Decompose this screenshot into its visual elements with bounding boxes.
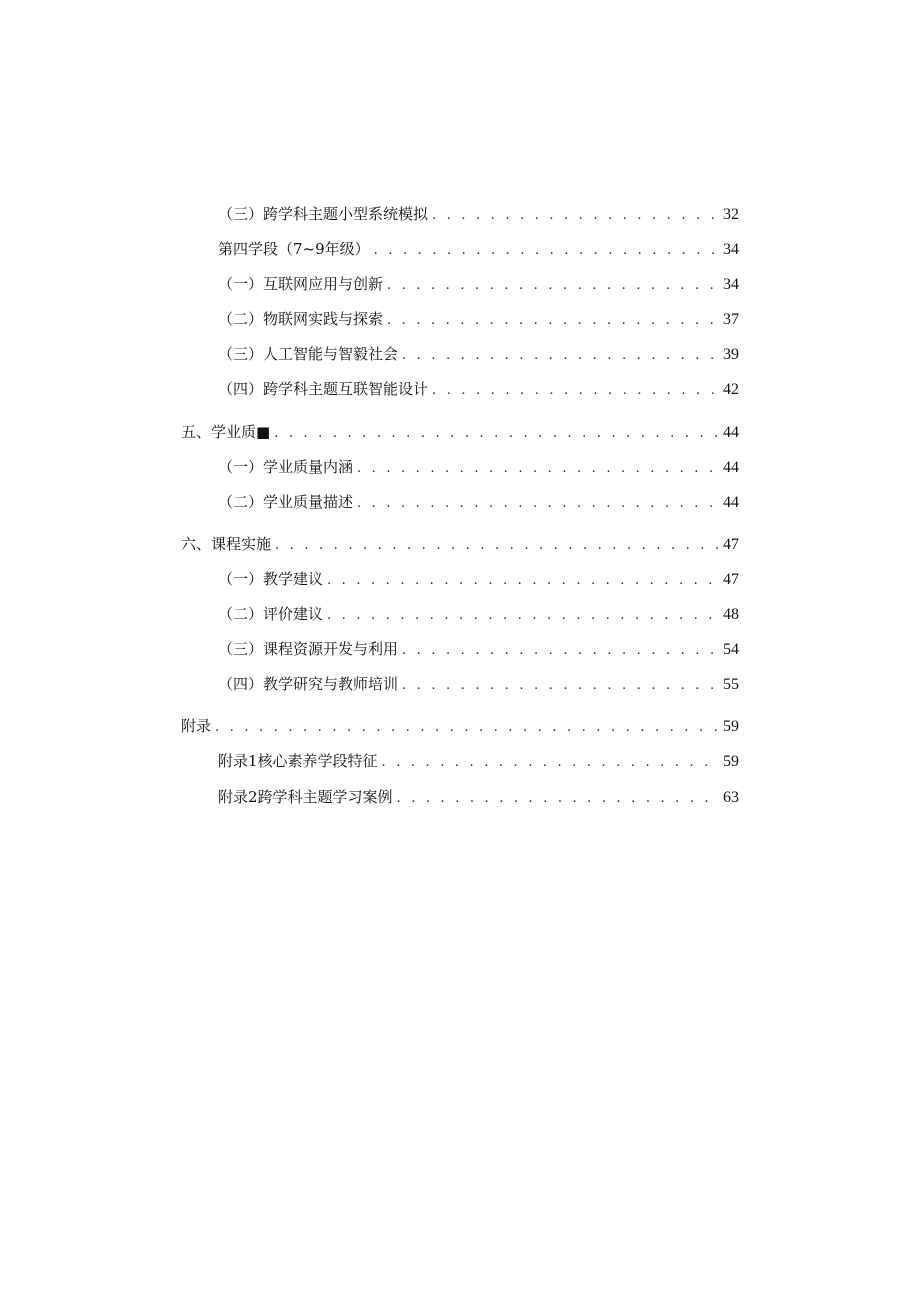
toc-entry-page: 55: [723, 676, 739, 693]
toc-entry[interactable]: [218, 455, 739, 479]
toc-entry-page: 39: [723, 346, 739, 363]
toc-entry[interactable]: [218, 490, 739, 514]
toc-entry-title: （三）跨学科主题小型系统模拟: [218, 205, 429, 223]
toc-entry-page: 44: [723, 459, 739, 476]
toc-entry[interactable]: [218, 749, 739, 773]
toc-entry-page: 32: [723, 206, 739, 223]
toc-entry-title: （三）人工智能与智毅社会: [218, 345, 399, 363]
toc-entry-title: （三）课程资源开发与利用: [218, 640, 399, 658]
toc-entry-page: 54: [723, 641, 739, 658]
toc-dot-leader: [382, 751, 719, 775]
toc-entry-page: 63: [723, 789, 739, 806]
toc-dot-leader: [327, 604, 719, 628]
toc-entry-page: 44: [723, 494, 739, 511]
toc-entry-title: 六、课程实施: [181, 535, 272, 553]
toc-entry-title: （四）教学研究与教师培训: [218, 675, 399, 693]
toc-entry-title: 五、学业质■: [181, 423, 271, 441]
toc-entry-title: （四）跨学科主题互联智能设计: [218, 380, 429, 398]
toc-entry-page: 47: [723, 571, 739, 588]
toc-entry-title: （二）学业质量描述: [218, 493, 354, 511]
toc-entry-title: （一）学业质量内涵: [218, 458, 354, 476]
toc-dot-leader: [357, 457, 719, 481]
toc-entry-page: 42: [723, 381, 739, 398]
toc-dot-leader: [387, 274, 719, 298]
toc-dot-leader: [327, 569, 719, 593]
toc-entry[interactable]: [181, 532, 739, 556]
toc-entry[interactable]: [218, 342, 739, 366]
toc-entry-title: 第四学段（7~9年级）: [218, 240, 370, 258]
toc-entry[interactable]: [218, 377, 739, 401]
toc-entry-page: 59: [723, 718, 739, 735]
toc-dot-leader: [274, 422, 719, 446]
toc-entry-page: 47: [723, 536, 739, 553]
toc-entry-page: 34: [723, 276, 739, 293]
toc-entry[interactable]: [218, 567, 739, 591]
toc-dot-leader: [387, 309, 719, 333]
toc-dot-leader: [402, 344, 719, 368]
toc-entry-title: （一）教学建议: [218, 570, 324, 588]
toc-entry[interactable]: [181, 420, 739, 444]
toc-entry-title: （二）物联网实践与探索: [218, 310, 384, 328]
toc-entry-title: （一）互联网应用与创新: [218, 275, 384, 293]
toc-entry-title: 附录1核心素养学段特征: [218, 752, 378, 770]
toc-entry[interactable]: [218, 672, 739, 696]
toc-dot-leader: [397, 787, 719, 811]
toc-entry-title: 附录: [181, 717, 212, 735]
toc-entry[interactable]: [218, 307, 739, 331]
toc-dot-leader: [432, 379, 719, 403]
toc-dot-leader: [432, 204, 719, 228]
toc-entry[interactable]: [218, 785, 739, 809]
toc-entry-title: 附录2跨学科主题学习案例: [218, 788, 393, 806]
toc-entry-page: 44: [723, 424, 739, 441]
toc-dot-leader: [374, 239, 719, 263]
toc-entry-page: 37: [723, 311, 739, 328]
toc-entry[interactable]: [218, 272, 739, 296]
toc-dot-leader: [357, 492, 719, 516]
toc-dot-leader: [402, 674, 719, 698]
toc-entry[interactable]: [218, 602, 739, 626]
toc-entry-page: 48: [723, 606, 739, 623]
toc-entry-title: （二）评价建议: [218, 605, 324, 623]
toc-entry[interactable]: [218, 237, 739, 261]
toc-entry[interactable]: [218, 202, 739, 226]
toc-entry-page: 34: [723, 241, 739, 258]
toc-dot-leader: [402, 639, 719, 663]
toc-entry[interactable]: [218, 637, 739, 661]
toc-dot-leader: [215, 716, 719, 740]
toc-entry[interactable]: [181, 714, 739, 738]
toc-dot-leader: [275, 534, 719, 558]
toc-entry-page: 59: [723, 753, 739, 770]
